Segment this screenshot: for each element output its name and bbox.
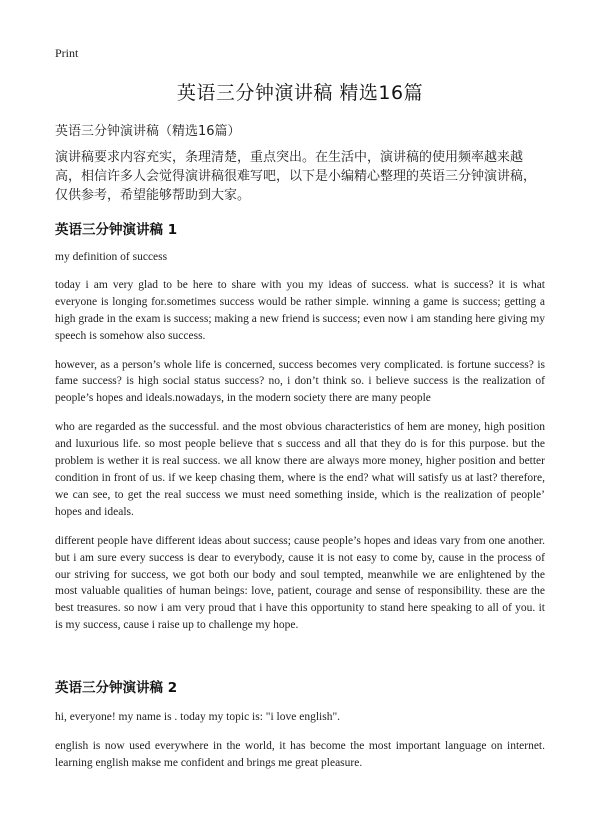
section-2 <box>55 676 545 772</box>
paragraph: however, as a person’s whole life is concerned, success becomes very complicated. is fortune success? is fame success? is high social status success? no, i don’t think so. i believe success is the realization of people’s hopes and ideals.nowadays, in the modern society there are many people <box>55 358 545 405</box>
section-heading: 英语三分钟演讲稿 1 <box>55 222 178 238</box>
section-1 <box>55 218 545 646</box>
paragraph: my definition of success <box>55 251 168 263</box>
paragraph: english is now used everywhere in the world, it has become the most important language on internet. learning english makse me confident and brings me great pleasure. <box>55 739 545 769</box>
print-label[interactable]: Print <box>55 46 79 60</box>
intro-paragraph: 演讲稿要求内容充实，条理清楚，重点突出。在生活中，演讲稿的使用频率越来越高，相信许多人会觉得演讲稿很难写吧，以下是小编精心整理的英语三分钟演讲稿，仅供参考，希望能够帮助到大家。 <box>55 150 537 203</box>
paragraph: hi, everyone! my name is . today my topic is: "i love english". <box>55 711 341 723</box>
document-subtitle: 英语三分钟演讲稿（精选16篇） <box>55 124 241 139</box>
document-title: 英语三分钟演讲稿 精选16篇 <box>176 82 424 104</box>
paragraph: today i am very glad to be here to share with you my ideas of success. what is success? it is what everyone is longing for.sometimes success would be rather simple. winning a game is success; getting a high grade in the exam is success; making a new friend is success; even now i am standing here giving my speech is somehow also success. <box>55 278 545 342</box>
section-heading: 英语三分钟演讲稿 2 <box>55 680 178 696</box>
paragraph: who are regarded as the successful. and the most obvious characteristics of hem are money, high position and luxurious life. so most people believe that s success and all that they do is for this purpose. but the problem is wether it is real success. we all know there are always more money, higher position and better condition in front of us. if we keep chasing them, where is the end? what will satisfy us at last? therefore, we can see, to get the real success we must need something inside, which is the realization of people’ hopes and ideals. <box>55 421 545 518</box>
paragraph: different people have different ideas about success; cause people’s hopes and ideas vary from one another. but i am sure every success is dear to everybody, cause it is not easy to come by, cause in the process of our striving for success, we got both our body and soul tempted, meanwhile we are enlightened by the most valuable qualities of human beings: love, patient, courage and sense of responsibility. these are the best treasures. so now i am very proud that i have this opportunity to stand here speaking to all of you. it is my success, cause i raise up to challenge my hope. <box>55 534 545 632</box>
